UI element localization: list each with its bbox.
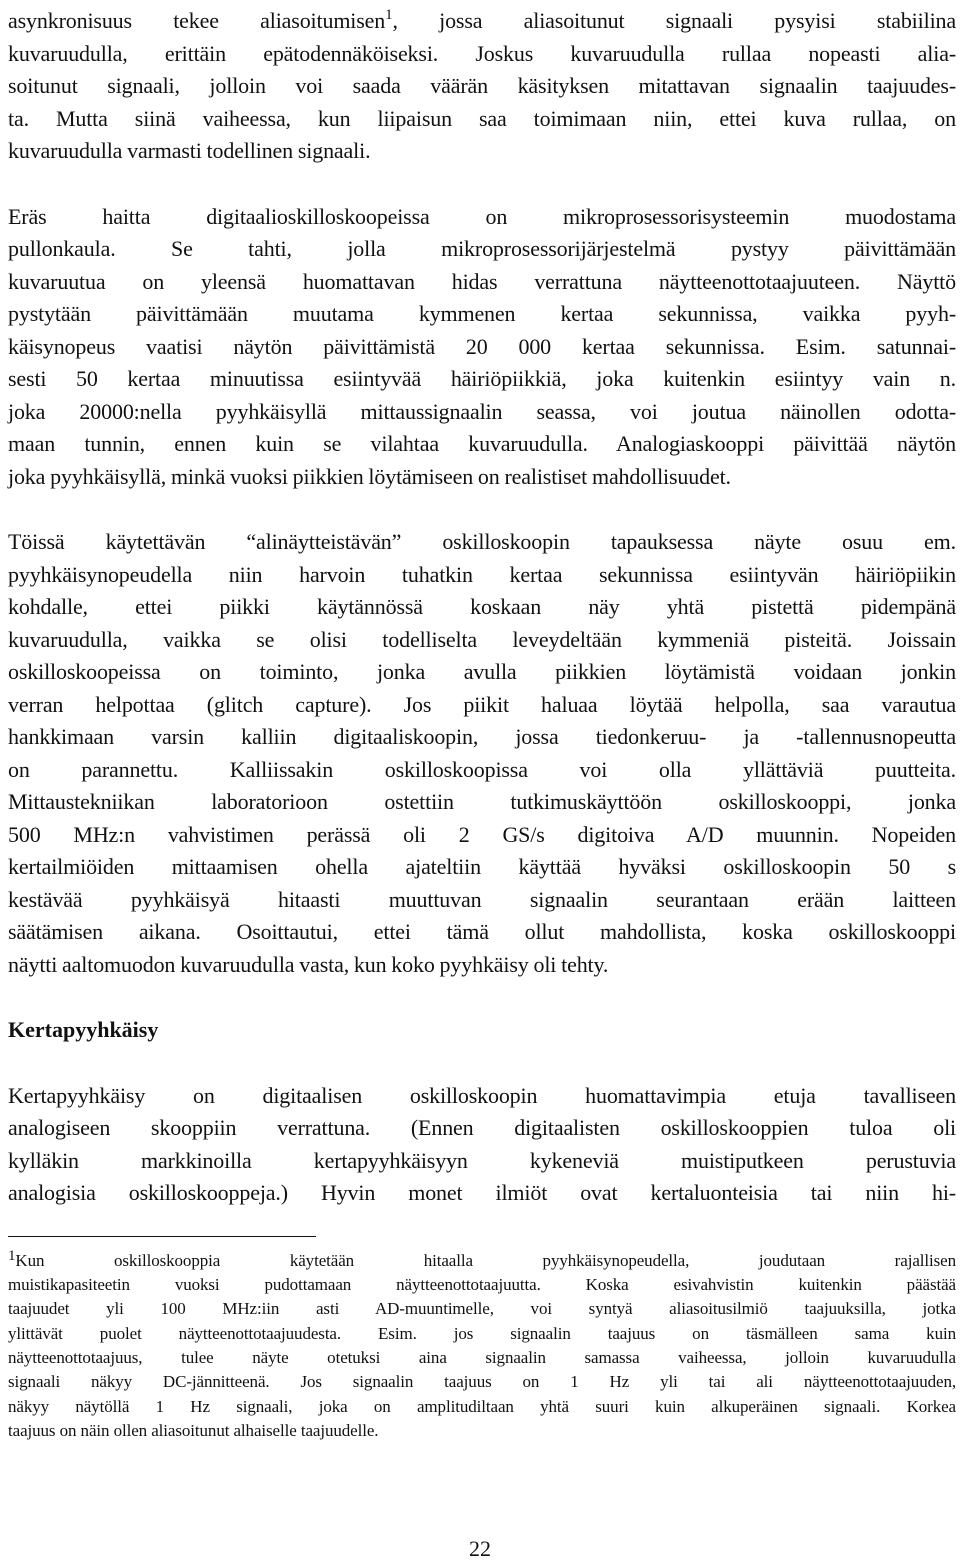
- paragraph-line: kestävää pyyhkäisyä hitaasti muuttuvan signaalin seurantaan erään laitteen: [8, 886, 956, 912]
- paragraph-line: analogisia oskilloskooppeja.) Hyvin monet ilmiöt ovat kertaluonteisia tai niin hi-: [8, 1180, 956, 1205]
- paragraph-line: verran helpottaa (glitch capture). Jos piikit haluaa löytää helpolla, saa varautua: [8, 691, 956, 717]
- paragraph-line: ta. Mutta siinä vaiheessa, kun liipaisun saa toimimaan niin, ettei kuva rullaa, on: [8, 105, 956, 131]
- footnote: [8, 1249, 956, 1444]
- footnote-line: signaali näkyy DC-jännitteenä. Jos signaalin taajuus on 1 Hz yli tai ali näytteenottotaajuuden,: [8, 1372, 956, 1392]
- footnote-line: taajuus on näin ollen aliasoitunut alhaiselle taajuudelle.: [8, 1421, 379, 1441]
- paragraph-line: joka 20000:nella pyyhkäisyllä mittaussignaalin seassa, voi joutua näinollen odotta-: [8, 398, 956, 424]
- paragraph-line: kylläkin markkinoilla kertapyyhkäisyyn kykeneviä muistiputkeen perustuvia: [8, 1147, 956, 1173]
- section-heading: Kertapyyhkäisy: [8, 1017, 159, 1042]
- footnote-mark: 1: [8, 1247, 16, 1264]
- paragraph-single-sweep: [8, 1080, 956, 1210]
- paragraph-line: joka pyyhkäisyllä, minkä vuoksi piikkien löytämiseen on realistiset mahdollisuudet.: [8, 463, 731, 489]
- paragraph-line: hankkimaan varsin kalliin digitaaliskoopin, jossa tiedonkeruu- ja -tallennusnopeutta: [8, 724, 956, 749]
- paragraph-line: näytti aaltomuodon kuvaruudulla vasta, kun koko pyyhkäisy oli tehty.: [8, 951, 609, 977]
- paragraph-bottleneck: [8, 201, 956, 494]
- paragraph-line: maan tunnin, ennen kuin se vilahtaa kuvaruudulla. Analogiaskooppi päivittää näytön: [8, 431, 956, 456]
- paragraph-line: soitunut signaali, jolloin voi saada väärän käsityksen mitattavan signaalin taajuudes-: [8, 73, 956, 98]
- paragraph-undersampling: [8, 526, 956, 981]
- paragraph-line: on parannettu. Kalliissakin oskilloskoopissa voi olla yllättäviä puutteita.: [8, 756, 956, 782]
- paragraph-line: kuvaruudulla varmasti todellinen signaali.: [8, 138, 371, 163]
- paragraph-line: kohdalle, ettei piikki käytännössä koskaan näy yhtä pistettä pidempänä: [8, 594, 956, 619]
- paragraph-line: käisynopeus vaatisi näytön päivittämistä 20 000 kertaa sekunnissa. Esim. satunnai-: [8, 333, 956, 359]
- paragraph-line: asynkronisuus tekee aliasoitumisen$^1$, jossa aliasoitunut signaali pysyisi stabiilina: [8, 7, 956, 33]
- document-page: [8, 0, 956, 1444]
- paragraph-gap: [8, 493, 956, 526]
- paragraph-gap: [8, 168, 956, 201]
- footnote-line: taajuudet yli 100 MHz:iin asti AD-muuntimelle, voi syntyä aliasoitusilmiö taajuuksilla, jotka: [8, 1299, 956, 1319]
- paragraph-line: pystytään päivittämään muutama kymmenen kertaa sekunnissa, vaikka pyyh-: [8, 301, 956, 326]
- paragraph-line: analogiseen skooppiin verrattuna. (Ennen digitaalisten oskilloskooppien tuloa oli: [8, 1115, 956, 1140]
- footnote-reference[interactable]: 1: [385, 7, 393, 23]
- paragraph-line: Eräs haitta digitaalioskilloskoopeissa on mikroprosessorisysteemin muodostama: [8, 203, 956, 229]
- paragraph-line: kuvaruutua on yleensä huomattavan hidas verrattuna näytteenottotaajuuteen. Näyttö: [8, 268, 956, 294]
- paragraph-gap: [8, 1047, 956, 1080]
- paragraph-line: pullonkaula. Se tahti, jolla mikroprosessorijärjestelmä pystyy päivittämään: [8, 236, 956, 261]
- footnote-line: muistikapasiteetin vuoksi pudottamaan näytteenottotaajuutta. Koska esivahvistin kuitenkin päästää: [8, 1274, 956, 1294]
- paragraph-line: Kertapyyhkäisy on digitaalisen oskilloskoopin huomattavimpia etuja tavalliseen: [8, 1082, 956, 1108]
- footnote-line: 1Kun oskilloskooppia käytetään hitaalla pyyhkäisynopeudella, joudutaan rajallisen: [8, 1247, 956, 1270]
- paragraph-line: kertailmiöiden mittaamisen ohella ajateltiin käyttää hyväksi oskilloskoopin 50 s: [8, 854, 956, 879]
- paragraph-aliasing: [8, 5, 956, 168]
- paragraph-line: pyyhkäisynopeudella niin harvoin tuhatkin kertaa sekunnissa esiintyvän häiriöpiikin: [8, 561, 956, 587]
- paragraph-line: sesti 50 kertaa minuutissa esiintyvää häiriöpiikkiä, joka kuitenkin esiintyy vain n.: [8, 366, 956, 391]
- paragraph-line: säätämisen aikana. Osoittautui, ettei tämä ollut mahdollista, koska oskilloskooppi: [8, 919, 956, 944]
- paragraph-line: Mittaustekniikan laboratorioon ostettiin tutkimuskäyttöön oskilloskooppi, jonka: [8, 789, 956, 814]
- paragraph-gap: [8, 981, 956, 1014]
- paragraph-line: 500 MHz:n vahvistimen perässä oli 2 GS/s digitoiva A/D muunnin. Nopeiden: [8, 821, 956, 847]
- paragraph-line: kuvaruudulla, vaikka se olisi todelliselta leveydeltään kymmeniä pisteitä. Joissain: [8, 626, 956, 652]
- paragraph-line: kuvaruudulla, erittäin epätodennäköiseksi. Joskus kuvaruudulla rullaa nopeasti alia-: [8, 40, 956, 66]
- page-number: 22: [469, 1536, 491, 1561]
- footnote-line: näkyy näytöllä 1 Hz signaali, joka on amplitudiltaan yhtä suuri kuin alkuperäinen signaali. Korkea: [8, 1396, 956, 1416]
- footnote-line: ylittävät puolet näytteenottotaajuudesta. Esim. jos signaalin taajuus on täsmälleen sama kuin: [8, 1323, 956, 1343]
- footnote-line: näytteenottotaajuus, tulee näyte otetuksi aina signaalin samassa vaiheessa, jolloin kuvaruudulla: [8, 1348, 956, 1368]
- paragraph-line: Töissä käytettävän “alinäytteistävän” oskilloskoopin tapauksessa näyte osuu em.: [8, 529, 956, 554]
- footnote-divider: [8, 1236, 316, 1237]
- paragraph-line: oskilloskoopeissa on toiminto, jonka avulla piikkien löytämistä voidaan jonkin: [8, 659, 956, 684]
